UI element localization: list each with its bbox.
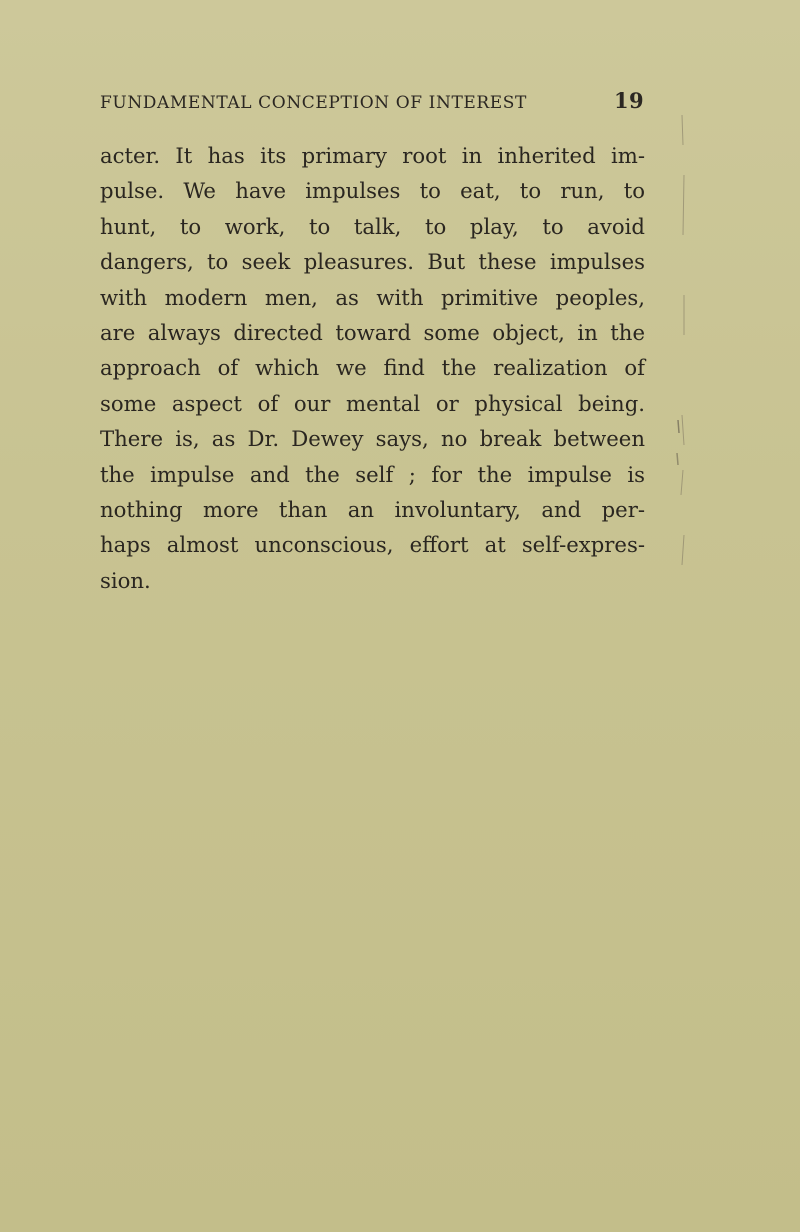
page-number: 19 bbox=[613, 88, 644, 113]
text-line: the impulse and the self ; for the impulse is bbox=[100, 461, 645, 487]
text-line: pulse. We have impulses to eat, to run, to bbox=[100, 178, 645, 204]
text-line: There is, as Dr. Dewey says, no break between bbox=[100, 426, 645, 452]
bleed-through-marks bbox=[676, 115, 706, 575]
text-line: acter. It has its primary root in inherited im- bbox=[100, 143, 645, 168]
running-head-title: FUNDAMENTAL CONCEPTION OF INTEREST bbox=[100, 93, 527, 113]
text-line: approach of which we find the realization of bbox=[100, 355, 645, 381]
text-line: are always directed toward some object, in the bbox=[100, 320, 645, 346]
body-paragraph bbox=[100, 138, 645, 598]
text-line: nothing more than an involuntary, and per- bbox=[100, 497, 645, 523]
text-line: haps almost unconscious, effort at self-expres- bbox=[100, 532, 645, 558]
running-head bbox=[100, 88, 644, 113]
text-line: some aspect of our mental or physical being. bbox=[100, 390, 645, 416]
text-line-last: sion. bbox=[100, 567, 151, 593]
text-line: with modern men, as with primitive peoples, bbox=[100, 284, 645, 310]
text-line: hunt, to work, to talk, to play, to avoid bbox=[100, 213, 645, 239]
text-line: dangers, to seek pleasures. But these impulses bbox=[100, 249, 645, 275]
